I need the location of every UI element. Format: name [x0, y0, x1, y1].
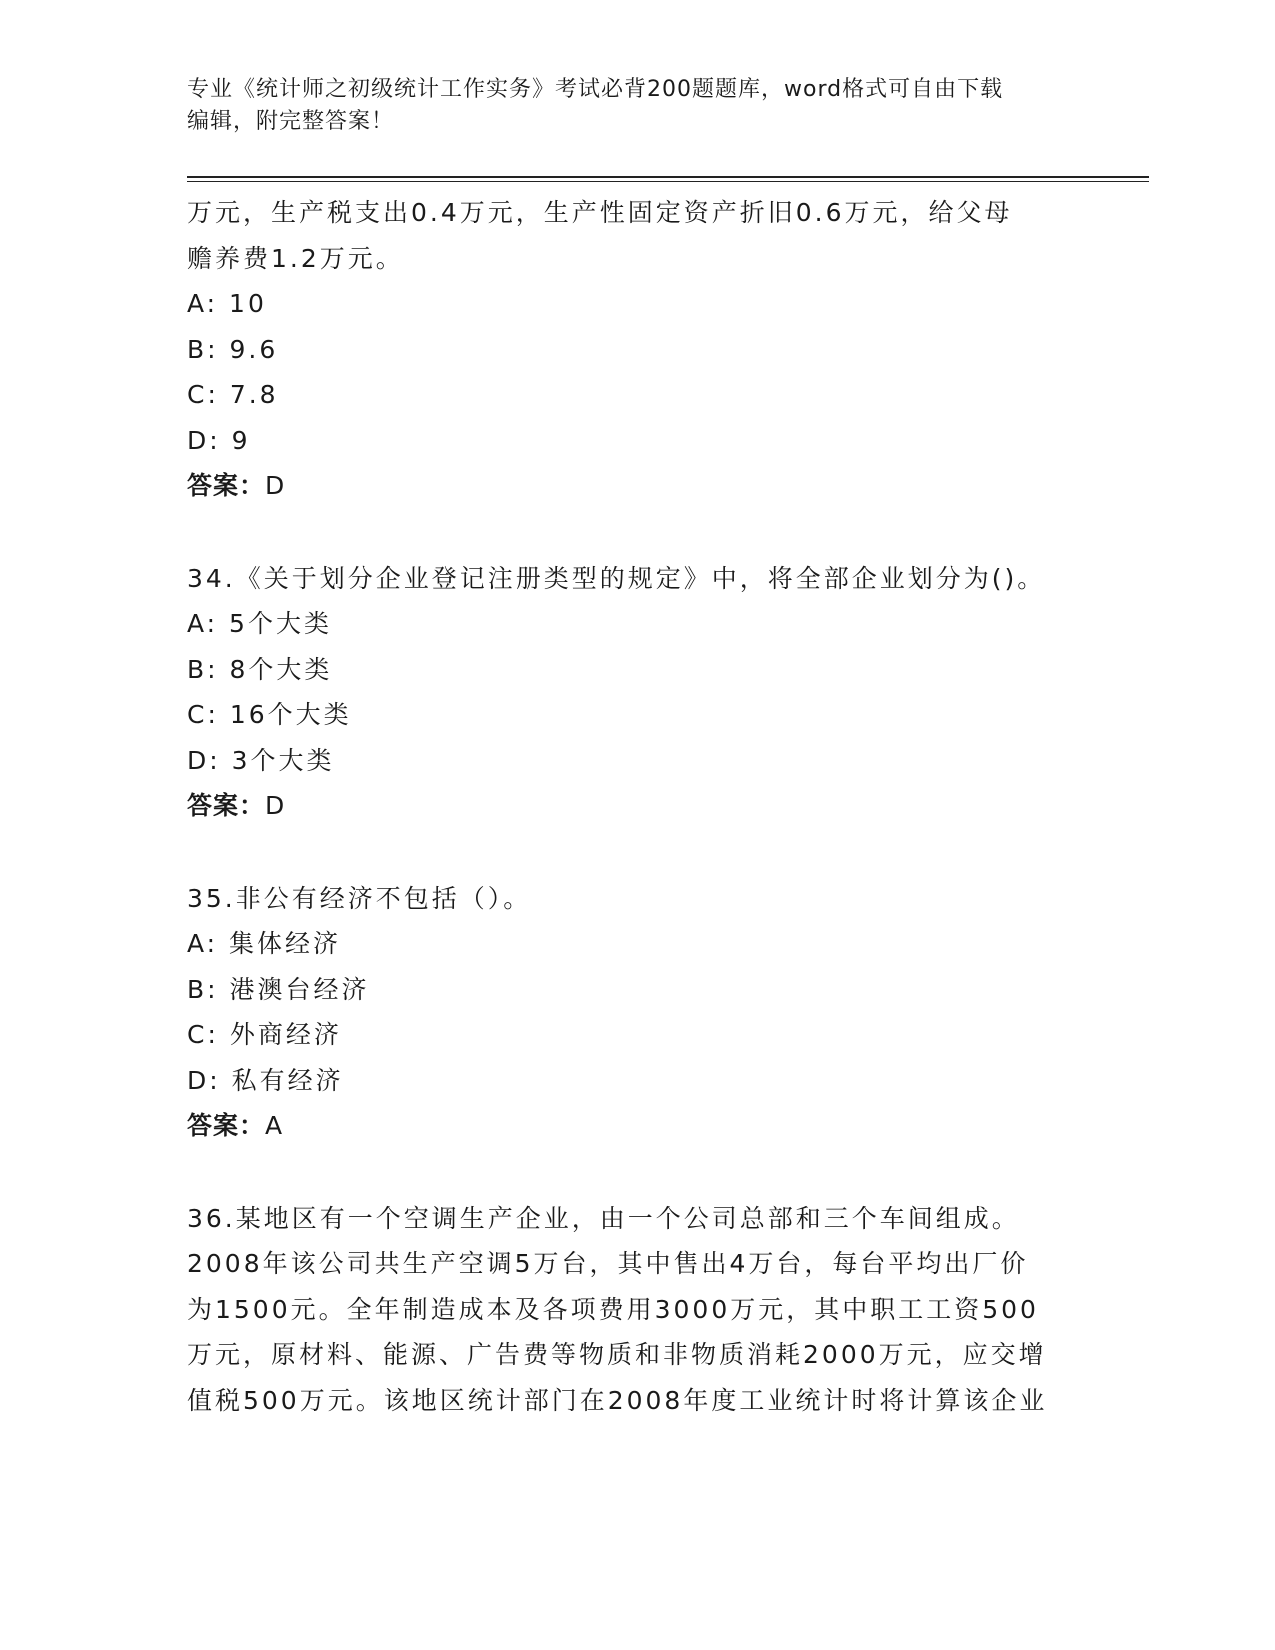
question-text: 万元，原材料、能源、广告费等物质和非物质消耗2000万元，应交增: [187, 1340, 1047, 1369]
question-stem: 36.某地区有一个空调生产企业，由一个公司总部和三个车间组成。: [187, 1203, 1020, 1233]
option-c: C: 外商经济: [187, 1020, 342, 1049]
question-stem: 34.《关于划分企业登记注册类型的规定》中，将全部企业划分为()。: [187, 563, 1046, 593]
answer-value: A: [265, 1111, 284, 1140]
option-b: B: 9.6: [187, 334, 279, 364]
question-text: 2008年该公司共生产空调5万台，其中售出4万台，每台平均出厂价: [187, 1249, 1029, 1278]
option-d: D: 3个大类: [187, 745, 335, 775]
answer-label: 答案：: [187, 471, 266, 500]
page-header: [187, 74, 1087, 138]
option-b: B: 港澳台经济: [187, 974, 370, 1004]
spacer: [187, 1149, 1087, 1196]
answer-label: 答案：: [187, 1111, 266, 1140]
question-34: [187, 556, 1087, 829]
question-text: 赡养费1.2万元。: [187, 243, 404, 273]
question-content: [187, 190, 1087, 1423]
answer-value: D: [265, 471, 286, 500]
option-c: C: 16个大类: [187, 700, 352, 729]
spacer: [187, 829, 1087, 876]
question-33-continuation: [187, 190, 1087, 509]
question-36: [187, 1196, 1087, 1424]
header-line-2: 编辑，附完整答案！: [187, 109, 395, 134]
option-a: A: 5个大类: [187, 609, 332, 638]
question-stem: 35.非公有经济不包括（）。: [187, 883, 532, 913]
answer: [187, 1103, 1087, 1149]
option-a: A: 集体经济: [187, 929, 342, 958]
spacer: [187, 509, 1087, 556]
answer: [187, 463, 1087, 509]
question-text: 万元，生产税支出0.4万元，生产性固定资产折旧0.6万元，给父母: [187, 198, 1013, 227]
question-35: [187, 876, 1087, 1149]
option-a: A: 10: [187, 289, 267, 318]
option-d: D: 9: [187, 425, 251, 455]
question-text: 值税500万元。该地区统计部门在2008年度工业统计时将计算该企业: [187, 1385, 1048, 1415]
option-b: B: 8个大类: [187, 654, 333, 684]
header-line-1: 专业《统计师之初级统计工作实务》考试必背200题题库，word格式可自由下载: [187, 77, 1004, 102]
option-d: D: 私有经济: [187, 1065, 344, 1095]
answer-label: 答案：: [187, 791, 266, 820]
option-c: C: 7.8: [187, 380, 279, 409]
question-text: 为1500元。全年制造成本及各项费用3000万元，其中职工工资500: [187, 1294, 1039, 1324]
answer: [187, 783, 1087, 829]
answer-value: D: [265, 791, 286, 820]
header-divider: [187, 176, 1149, 182]
